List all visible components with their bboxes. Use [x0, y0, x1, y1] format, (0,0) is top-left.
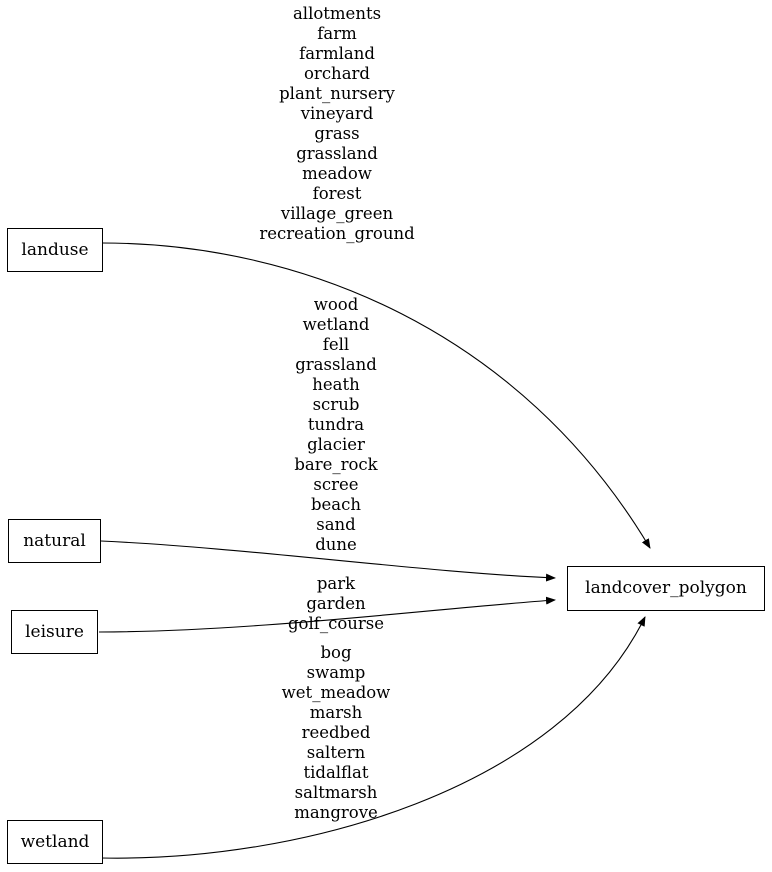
edge-label-item: tundra: [307, 415, 365, 434]
edge-label-leisure-values: [249, 574, 423, 634]
edge-label-item: tidalflat: [303, 763, 369, 782]
edge-label-item: vineyard: [300, 104, 374, 123]
edge-label-item: farmland: [299, 44, 375, 63]
edge-label-item: garden: [306, 594, 366, 613]
node-landuse-label: landuse: [21, 239, 89, 260]
node-natural[interactable]: [8, 519, 101, 563]
edge-label-item: wood: [313, 295, 359, 314]
edge-label-item: saltmarsh: [294, 783, 378, 802]
edge-label-item: swamp: [306, 663, 366, 682]
edge-label-item: orchard: [304, 64, 370, 83]
edge-label-item: grassland: [296, 144, 378, 163]
node-natural-label: natural: [23, 530, 86, 551]
edge-label-item: forest: [312, 184, 362, 203]
edge-label-item: marsh: [309, 703, 363, 722]
edge-label-item: meadow: [302, 164, 372, 183]
node-landuse[interactable]: [7, 228, 103, 272]
edge-label-item: scrub: [312, 395, 360, 414]
edge-label-item: reedbed: [301, 723, 371, 742]
edge-label-item: sand: [316, 515, 356, 534]
node-leisure-label: leisure: [25, 621, 84, 642]
edge-label-item: beach: [310, 495, 362, 514]
edge-label-item: village_green: [280, 204, 394, 223]
edge-label-item: dune: [315, 535, 357, 554]
edge-label-item: saltern: [306, 743, 366, 762]
edge-label-wetland-values: [249, 643, 423, 823]
edge-label-item: plant_nursery: [279, 84, 395, 103]
edge-label-item: park: [316, 574, 356, 593]
edge-label-item: fell: [322, 335, 350, 354]
edge-label-item: wet_meadow: [281, 683, 391, 702]
edge-label-item: mangrove: [294, 803, 378, 822]
edge-label-item: allotments: [292, 4, 382, 23]
edge-label-item: recreation_ground: [259, 224, 415, 243]
node-leisure[interactable]: [11, 610, 98, 654]
edge-label-item: farm: [317, 24, 357, 43]
edge-label-landuse-values: [250, 4, 424, 244]
edge-label-item: wetland: [302, 315, 370, 334]
edge-label-item: heath: [312, 375, 360, 394]
edge-label-item: bare_rock: [294, 455, 378, 474]
edge-label-item: grassland: [295, 355, 377, 374]
node-wetland[interactable]: [7, 820, 103, 864]
edge-label-item: bog: [320, 643, 352, 662]
node-landcover-polygon-label: landcover_polygon: [585, 578, 747, 598]
edge-label-item: scree: [313, 475, 359, 494]
node-landcover-polygon[interactable]: [567, 566, 765, 611]
edge-label-natural-values: [249, 295, 423, 555]
edge-label-item: glacier: [307, 435, 365, 454]
edge-label-item: grass: [314, 124, 360, 143]
node-wetland-label: wetland: [20, 831, 90, 852]
edge-label-item: golf_course: [287, 614, 385, 633]
